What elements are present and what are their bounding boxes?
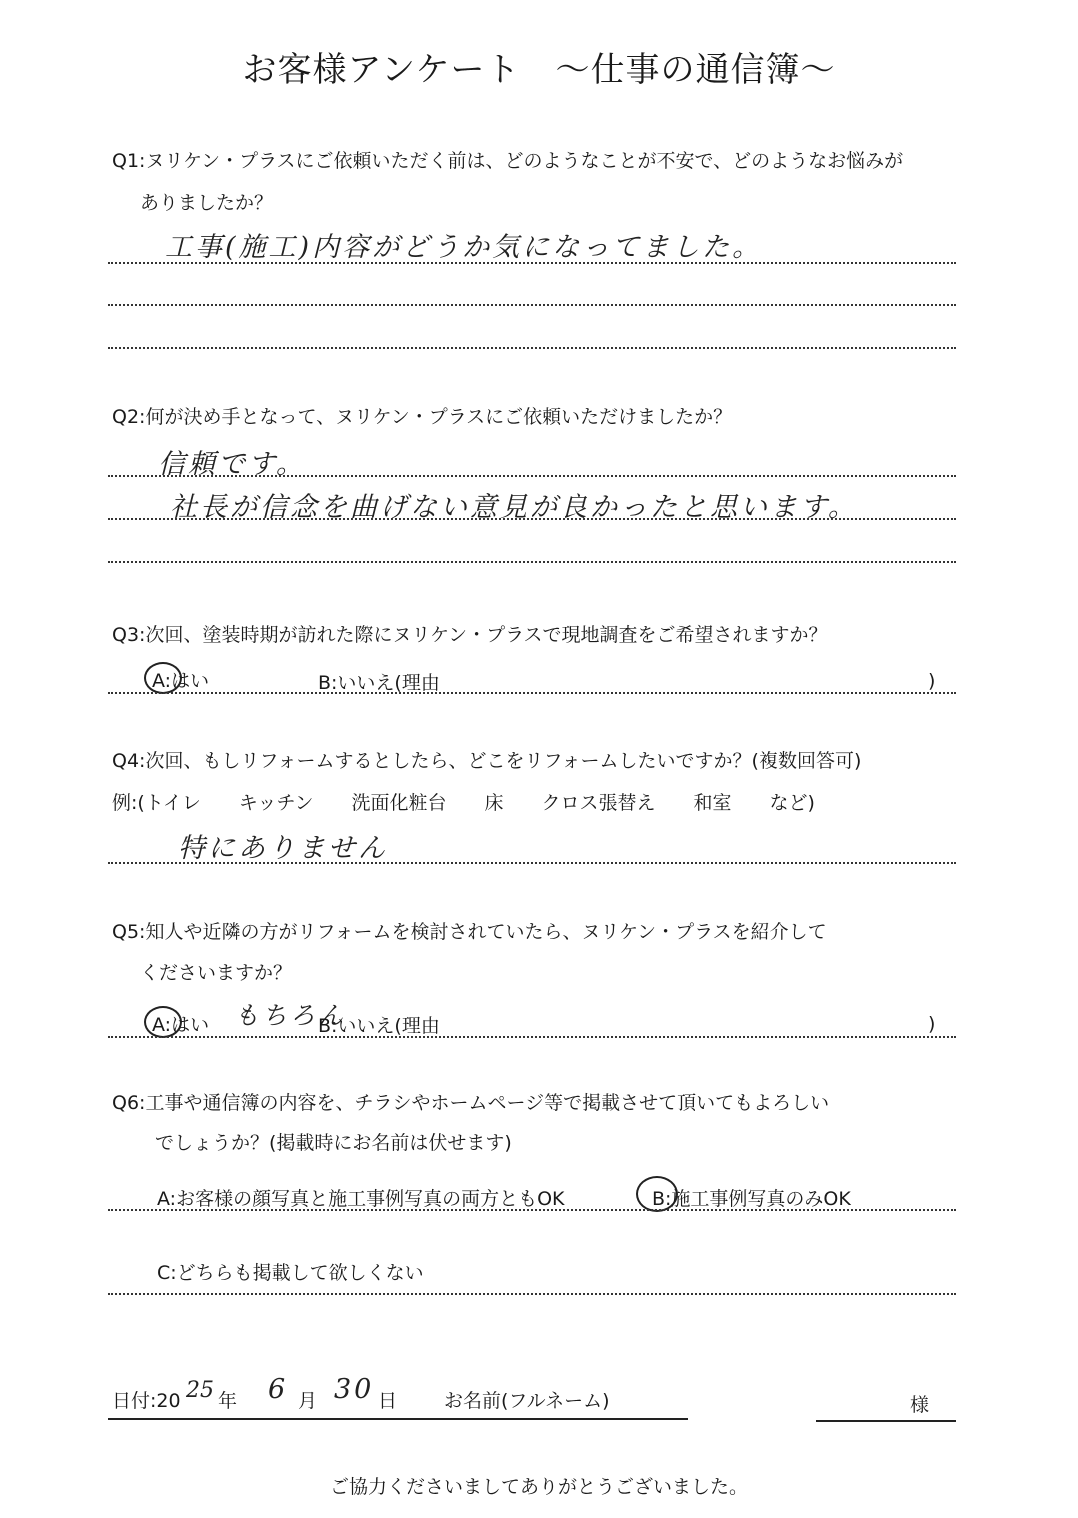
answer-line: [108, 561, 956, 563]
q5-handwritten-note: もちろん: [234, 1001, 347, 1030]
q6-option-a[interactable]: A:お客様の顔写真と施工事例写真の両方ともOK: [157, 1188, 565, 1210]
page-title: お客様アンケート ～仕事の通信簿～: [242, 50, 836, 90]
q6-question-cont: でしょうか？(掲載時にお名前は伏せます): [155, 1132, 512, 1154]
answer-line: [108, 518, 956, 520]
month-label: 月: [298, 1390, 318, 1412]
q3-option-a[interactable]: A:はい: [152, 670, 210, 692]
q4-examples: 例:(トイレ キッチン 洗面化粧台 床 クロス張替え 和室 など): [112, 792, 815, 814]
answer-line: [108, 692, 956, 694]
q5-close-paren: ): [928, 1013, 936, 1035]
answer-line: [108, 304, 956, 306]
name-underline: [816, 1420, 956, 1422]
q2-answer-line2: 社長が信念を曲げない意見が良かったと思います。: [170, 492, 858, 523]
q4-question: Q4:次回、もしリフォームするとしたら、どこをリフォームしたいですか？(複数回答可): [112, 750, 862, 772]
q1-question-cont: ありましたか？: [140, 192, 274, 214]
q5-question-cont: くださいますか？: [140, 962, 293, 984]
q2-question: Q2:何が決め手となって、ヌリケン・プラスにご依頼いただけましたか？: [112, 406, 733, 428]
q2-answer-line1: 信頼です。: [158, 449, 306, 480]
q4-answer: 特にありません: [178, 833, 388, 864]
q5-question: Q5:知人や近隣の方がリフォームを検討されていたら、ヌリケン・プラスを紹介して: [112, 921, 827, 943]
answer-line: [108, 1036, 956, 1038]
answer-line: [108, 1209, 956, 1211]
date-name-underline: [108, 1418, 688, 1420]
q6-question: Q6:工事や通信簿の内容を、チラシやホームページ等で掲載させて頂いてもよろしい: [112, 1092, 830, 1114]
q6-option-c[interactable]: C:どちらも掲載して欲しくない: [157, 1262, 424, 1284]
q6-option-b[interactable]: B:施工事例写真のみOK: [652, 1188, 851, 1210]
q5-option-b[interactable]: B:いいえ(理由: [318, 1015, 440, 1037]
q1-question: Q1:ヌリケン・プラスにご依頼いただく前は、どのようなことが不安で、どのようなお悩みが: [112, 150, 904, 172]
honorific-label: 様: [910, 1394, 930, 1416]
q1-answer: 工事(施工)内容がどうか気になってました。: [165, 232, 763, 263]
answer-line: [108, 862, 956, 864]
thanks-message: ご協力くださいましてありがとうございました。: [329, 1476, 748, 1498]
answer-line: [108, 1293, 956, 1295]
date-day-handwritten: 30: [334, 1374, 375, 1405]
date-label: 日付:20: [112, 1390, 181, 1412]
day-label: 日: [378, 1390, 398, 1412]
q3-close-paren: ): [928, 670, 936, 692]
q3-option-b[interactable]: B:いいえ(理由: [318, 672, 440, 694]
answer-line: [108, 347, 956, 349]
year-label: 年: [218, 1390, 238, 1412]
answer-line: [108, 475, 956, 477]
date-year-handwritten: 25: [186, 1378, 214, 1403]
answer-line: [108, 262, 956, 264]
name-label: お名前(フルネーム): [444, 1390, 610, 1412]
date-month-handwritten: 6: [268, 1374, 289, 1405]
q5-option-a[interactable]: A:はい: [152, 1014, 210, 1036]
q3-question: Q3:次回、塗装時期が訪れた際にヌリケン・プラスで現地調査をご希望されますか？: [112, 624, 828, 646]
